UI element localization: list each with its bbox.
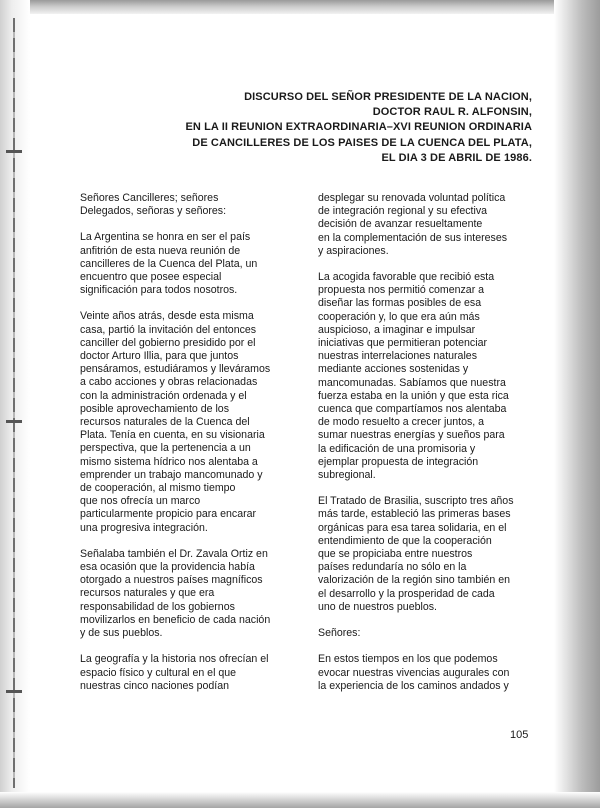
text-line: El Tratado de Brasilia, suscripto tres años [318, 495, 514, 508]
text-line: esa ocasión que la providencia había [80, 561, 255, 574]
paragraph [318, 653, 533, 693]
text-line: cooperación y, lo que era aún más [318, 310, 480, 323]
page-right-edge [554, 0, 600, 808]
text-line: más tarde, estableció las primeras bases [318, 508, 511, 521]
page-left-edge [0, 0, 30, 808]
text-line: doctor Arturo Illia, para que juntos [80, 350, 239, 363]
text-line: significación para todos nosotros. [80, 284, 238, 297]
text-line: la edificación de una promisoria y [318, 442, 476, 455]
text-line: valorización de la región sino también en [318, 574, 510, 587]
speech-heading [62, 90, 532, 166]
text-line: responsabilidad de los gobiernos [80, 600, 235, 613]
text-line: y aspiraciones. [318, 244, 389, 257]
text-line: pensáramos, estudiáramos y lleváramos [80, 363, 271, 376]
text-line: recursos naturales de la Cuenca del [80, 416, 250, 429]
text-line: particularmente propicio para encarar [80, 508, 257, 521]
page-bottom-edge [0, 792, 600, 808]
text-line: una progresiva integración. [80, 521, 208, 534]
text-line: la experiencia de los caminos andados y [318, 679, 509, 692]
text-line: fuerza estaba en la unión y que esta rica [318, 389, 509, 402]
text-line: espacio físico y cultural en el que [80, 666, 237, 679]
text-line: uno de nuestros pueblos. [318, 600, 437, 613]
text-line: nuestras interrelaciones naturales [318, 350, 477, 363]
text-line: que nos ofrecía un marco [80, 495, 201, 508]
text-line: entendimiento de que la cooperación [318, 534, 492, 547]
text-line: y de sus pueblos. [80, 627, 163, 640]
text-line: evocar nuestras vivencias augurales con [318, 666, 510, 679]
paragraph [80, 310, 295, 534]
text-line: perspectiva, que la pertenencia a un [80, 442, 251, 455]
heading-line: DISCURSO DEL SEÑOR PRESIDENTE DE LA NACION, [244, 91, 532, 103]
text-line: anfitrión de esta nueva reunión de [80, 244, 241, 257]
text-line: emprender un trabajo mancomunado y [80, 468, 263, 481]
text-line: Delegados, señoras y señores: [80, 205, 227, 218]
text-line: otorgado a nuestros países magníficos [80, 574, 263, 587]
text-line: decisión de avanzar resueltamente [318, 218, 483, 231]
left-column [80, 192, 295, 706]
page-number: 105 [510, 729, 529, 741]
text-line: de cooperación, al mismo tiempo [80, 482, 236, 495]
text-line: orgánicas para esa tarea solidaria, en el [318, 521, 507, 534]
heading-line: EL DIA 3 DE ABRIL DE 1986. [381, 151, 532, 164]
text-line: iniciativas que permitieran potenciar [318, 337, 487, 350]
binding-mark [6, 420, 22, 423]
heading-line: DOCTOR RAUL R. ALFONSIN, [372, 106, 532, 119]
heading-line: EN LA II REUNION EXTRAORDINARIA–XVI REUNION ORDINARIA [185, 121, 532, 134]
text-line: Veinte años atrás, desde esta misma [80, 310, 254, 323]
text-line: mismo sistema hídrico nos alentaba a [80, 455, 258, 468]
text-line: recursos naturales y que era [80, 587, 215, 600]
text-line: países redundaría no sólo en la [318, 561, 467, 574]
paragraph [318, 271, 533, 482]
heading-line: DE CANCILLERES DE LOS PAISES DE LA CUENCA DEL PLATA, [192, 136, 532, 149]
text-line: diseñar las formas posibles de esa [318, 297, 482, 310]
paragraph [80, 653, 295, 693]
text-line: propuesta nos permitió comenzar a [318, 284, 485, 297]
text-line: desplegar su renovada voluntad política [318, 192, 506, 204]
binding-line [13, 18, 15, 788]
text-line: auspicioso, a imaginar e impulsar [318, 323, 476, 336]
text-line: con la administración ordenada y el [80, 389, 247, 402]
text-line: Plata. Tenía en cuenta, en su visionaria [80, 429, 265, 442]
right-column [318, 192, 533, 706]
text-line: Señores: [318, 627, 361, 640]
text-line: La Argentina se honra en ser el país [80, 231, 251, 244]
text-line: en la complementación de sus intereses [318, 231, 508, 244]
text-line: cuenca que compartíamos nos alentaba [318, 403, 507, 416]
text-line: En estos tiempos en los que podemos [318, 653, 498, 666]
paragraph [318, 627, 533, 640]
paragraph [318, 495, 533, 614]
text-line: Señalaba también el Dr. Zavala Ortiz en [80, 547, 268, 560]
text-line: sumar nuestras energías y sueños para [318, 429, 505, 442]
paragraph [318, 192, 533, 258]
text-line: La acogida favorable que recibió esta [318, 271, 495, 284]
binding-mark [6, 150, 22, 153]
text-line: mancomunadas. Sabíamos que nuestra [318, 376, 506, 389]
text-line: encuentro que posee especial [80, 271, 222, 284]
paragraph [80, 192, 295, 218]
text-line: a cabo acciones y obras relacionadas [80, 376, 258, 389]
text-line: casa, partió la invitación del entonces [80, 323, 257, 336]
binding-mark [6, 690, 22, 693]
paragraph [80, 231, 295, 297]
text-line: subregional. [318, 469, 376, 482]
text-line: el desarrollo y la prosperidad de cada [318, 587, 495, 600]
text-line: de modo resuelto a crecer juntos, a [318, 416, 485, 429]
text-line: canciller del gobierno presidido por el [80, 336, 256, 349]
text-line: cancilleres de la Cuenca del Plata, un [80, 257, 258, 270]
text-line: movilizarlos en beneficio de cada nación [80, 613, 271, 626]
page-top-edge [0, 0, 600, 14]
text-line: mediante acciones sostenidas y [318, 363, 469, 376]
text-line: de integración regional y su efectiva [318, 205, 488, 218]
text-line: que se propiciaba entre nuestros [318, 548, 473, 561]
text-line: La geografía y la historia nos ofrecían el [80, 653, 269, 666]
text-line: posible aprovechamiento de los [80, 402, 229, 415]
text-line: Señores Cancilleres; señores [80, 192, 219, 204]
text-line: nuestras cinco naciones podían [80, 679, 230, 692]
paragraph [80, 548, 295, 640]
text-line: ejemplar propuesta de integración [318, 455, 479, 468]
